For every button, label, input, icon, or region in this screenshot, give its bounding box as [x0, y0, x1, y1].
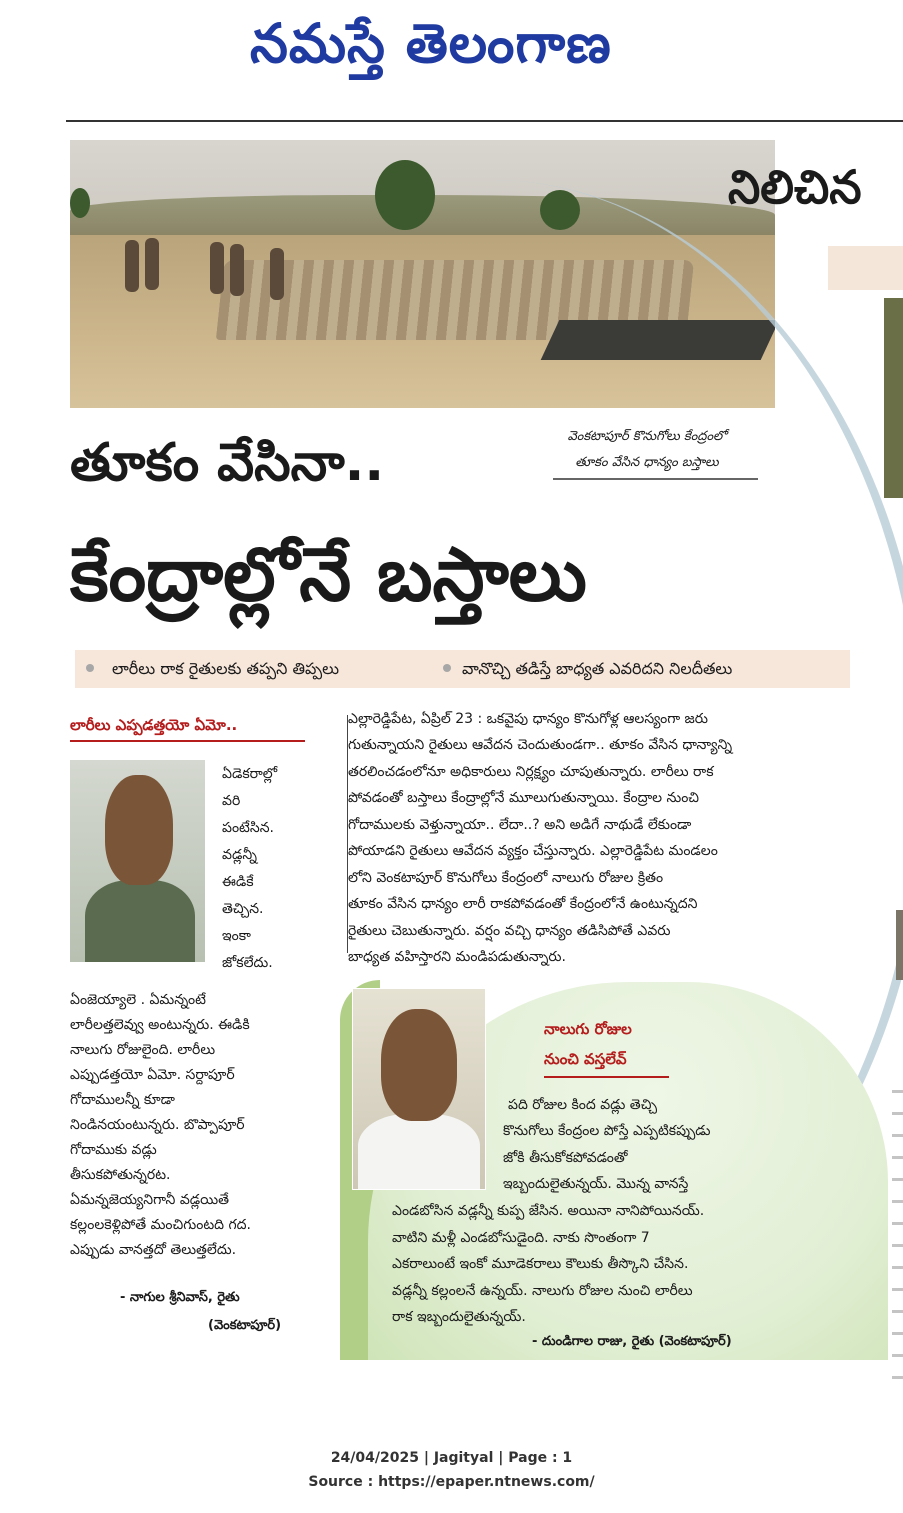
- left-box-line: ఏమన్నజెయ్యనిగానీ వడ్లయితే: [70, 1192, 230, 1208]
- left-box-line: జోకలేదు.: [222, 955, 273, 971]
- bullet-icon: [86, 664, 94, 672]
- adjacent-story-photo-2: [896, 910, 903, 980]
- quote-box-heading-line2: నుంచి వస్తలేవ్: [544, 1050, 627, 1068]
- body-line: బాధ్యత వహిస్తారని మండిపడుతున్నారు.: [348, 949, 566, 965]
- headline-line1: తూకం వేసినా..: [70, 433, 385, 493]
- left-box-line: పంటేసిన.: [222, 820, 274, 836]
- adjacent-story-title: నిలిచిన: [728, 160, 862, 214]
- left-box-line: ఈడికే: [222, 874, 254, 890]
- footer-date-edition: 24/04/2025 | Jagityal | Page : 1: [330, 1450, 573, 1466]
- left-box-line: తెచ్చిన.: [222, 901, 264, 917]
- headline-line2: కేంద్రాల్లోనే బస్తాలు: [70, 532, 587, 618]
- caption-underline: [553, 478, 758, 480]
- footer-source: Source : https://epaper.ntnews.com/: [308, 1474, 595, 1490]
- left-box-heading-underline: [70, 740, 305, 742]
- adjacent-story-band: [828, 246, 903, 290]
- quote-box-line: జోకి తీసుకోకపోవడంతో: [503, 1150, 628, 1166]
- farmer-srinivas-photo: [70, 760, 205, 962]
- photo-caption-line2: తూకం వేసిన ధాన్యం బస్తాలు: [575, 455, 719, 470]
- quote-box-heading-line1: నాలుగు రోజుల: [544, 1020, 632, 1038]
- body-line: పోయాడని రైతులు ఆవేదన వ్యక్తం చేస్తున్నారు. ఎల్లారెడ్డిపేట మండలం: [348, 843, 718, 859]
- left-box-line: వడ్లన్నీ: [222, 847, 257, 863]
- body-line: గోదాములకు వెళ్తున్నాయా.. లేదా..? అని అడిగే నాథుడే లేకుండా: [348, 817, 692, 833]
- left-box-line: నిండినయంటున్నరు. బొప్పాపూర్: [70, 1117, 245, 1133]
- body-line: గుతున్నాయని రైతులు ఆవేదన చెందుతుండగా.. తూకం వేసిన ధాన్యాన్ని: [348, 737, 733, 753]
- left-box-line: కల్లంలకెళ్లిపోతే మంచిగుంటది గద.: [70, 1217, 251, 1233]
- body-line: పోవడంతో బస్తాలు కేంద్రాల్లోనే మూలుగుతున్నాయి. కేంద్రాల నుంచి: [348, 790, 700, 806]
- left-box-heading: లారీలు ఎప్పడత్తయో ఏమో..: [70, 716, 238, 734]
- photo-caption: [532, 424, 762, 476]
- left-box-line: ఏడెకరాల్లో: [222, 766, 278, 782]
- masthead-rule: [66, 120, 903, 122]
- body-line: ఎల్లారెడ్డిపేట, ఏప్రిల్ 23 : ఒకవైపు ధాన్యం కొనుగోళ్ల ఆలస్యంగా జరు: [348, 711, 708, 727]
- quote-box-line: రాక ఇబ్బందులైతున్నయ్.: [392, 1309, 526, 1325]
- quote-box-line: ఎకరాలుంటే ఇంకో మూడెకరాలు కౌలుకు తీస్కొని చేసిన.: [392, 1256, 689, 1272]
- body-line: తరలించడంలోనూ అధికారులు నిర్లక్ష్యం చూపుతున్నారు. లారీలు రాక: [348, 764, 714, 780]
- left-box-line: నాలుగు రోజులైంది. లారీలు: [70, 1042, 216, 1058]
- newspaper-masthead: నమస్తే తెలంగాణ: [250, 11, 612, 75]
- left-box-line: లారీలత్తలెవ్వు అంటున్నరు. ఈడికి: [70, 1017, 250, 1033]
- farmer-raju-photo: [352, 988, 486, 1190]
- quote-box-line: ఇబ్బందులైతున్నయ్. మొన్న వానస్తే: [503, 1176, 689, 1192]
- subhead-1: లారీలు రాక రైతులకు తప్పని తిప్పలు: [112, 659, 340, 678]
- bullet-icon: [443, 664, 451, 672]
- adjacent-story-text: [892, 1090, 903, 1380]
- subhead-2: వానొచ్చి తడిస్తే బాధ్యత ఎవరిదని నిలదీతలు: [462, 659, 733, 678]
- left-box-line: తీసుకపోతున్నరట.: [70, 1167, 171, 1183]
- quote-box-line: పది రోజుల కింద వడ్లు తెచ్చి: [508, 1097, 658, 1113]
- left-box-line: ఎప్పుడత్తయో ఏమో. సర్దాపూర్: [70, 1067, 235, 1083]
- quote-box-line: వాటిని మళ్లీ ఎండబోసుడైంది. నాకు సొంతంగా 7: [392, 1230, 650, 1246]
- photo-caption-line1: వెంకటాపూర్ కొనుగోలు కేంద్రంలో: [567, 429, 727, 444]
- quote-box-signature: - దుండిగాల రాజు, రైతు (వెంకటాపూర్): [532, 1334, 732, 1349]
- quote-box-line: ఎండబోసిన వడ్లన్నీ కుప్ప జేసిన. అయినా నానిపోయినయ్.: [392, 1203, 705, 1219]
- left-box-line: ఏంజెయ్యాలె . ఏమన్నంటే: [70, 992, 206, 1008]
- adjacent-story-photo: [884, 298, 903, 498]
- left-box-line: ఎప్పుడు వానత్తదో తెలుత్తలేదు.: [70, 1242, 237, 1258]
- quote-box-line: కొనుగోలు కేంద్రంల పోస్తే ఎప్పటికప్పుడు: [503, 1123, 711, 1139]
- body-line: తూకం వేసిన ధాన్యం లారీ రాకపోవడంతో కేంద్రంలోనే ఉంటున్నదని: [348, 896, 698, 912]
- quote-box-heading-underline: [544, 1076, 669, 1078]
- left-box-line: ఇంకా: [222, 928, 251, 944]
- body-line: రైతులు చెబుతున్నారు. వర్షం వచ్చి ధాన్యం తడిసిపోతే ఎవరు: [348, 923, 671, 939]
- left-box-place: (వెంకటాపూర్): [208, 1318, 282, 1333]
- body-line: లోని వెంకటాపూర్ కొనుగోలు కేంద్రంలో నాలుగు రోజుల క్రితం: [348, 870, 664, 886]
- left-box-signature: - నాగుల శ్రీనివాస్, రైతు: [120, 1290, 240, 1305]
- left-box-line: వరి: [222, 793, 241, 809]
- quote-box-line: వడ్లన్నీ కల్లంలనే ఉన్నయ్. నాలుగు రోజుల నుంచి లారీలు: [392, 1283, 693, 1299]
- left-box-line: గోదాముకు వడ్లు: [70, 1142, 157, 1158]
- left-box-line: గోదాములన్నీ కూడా: [70, 1092, 175, 1108]
